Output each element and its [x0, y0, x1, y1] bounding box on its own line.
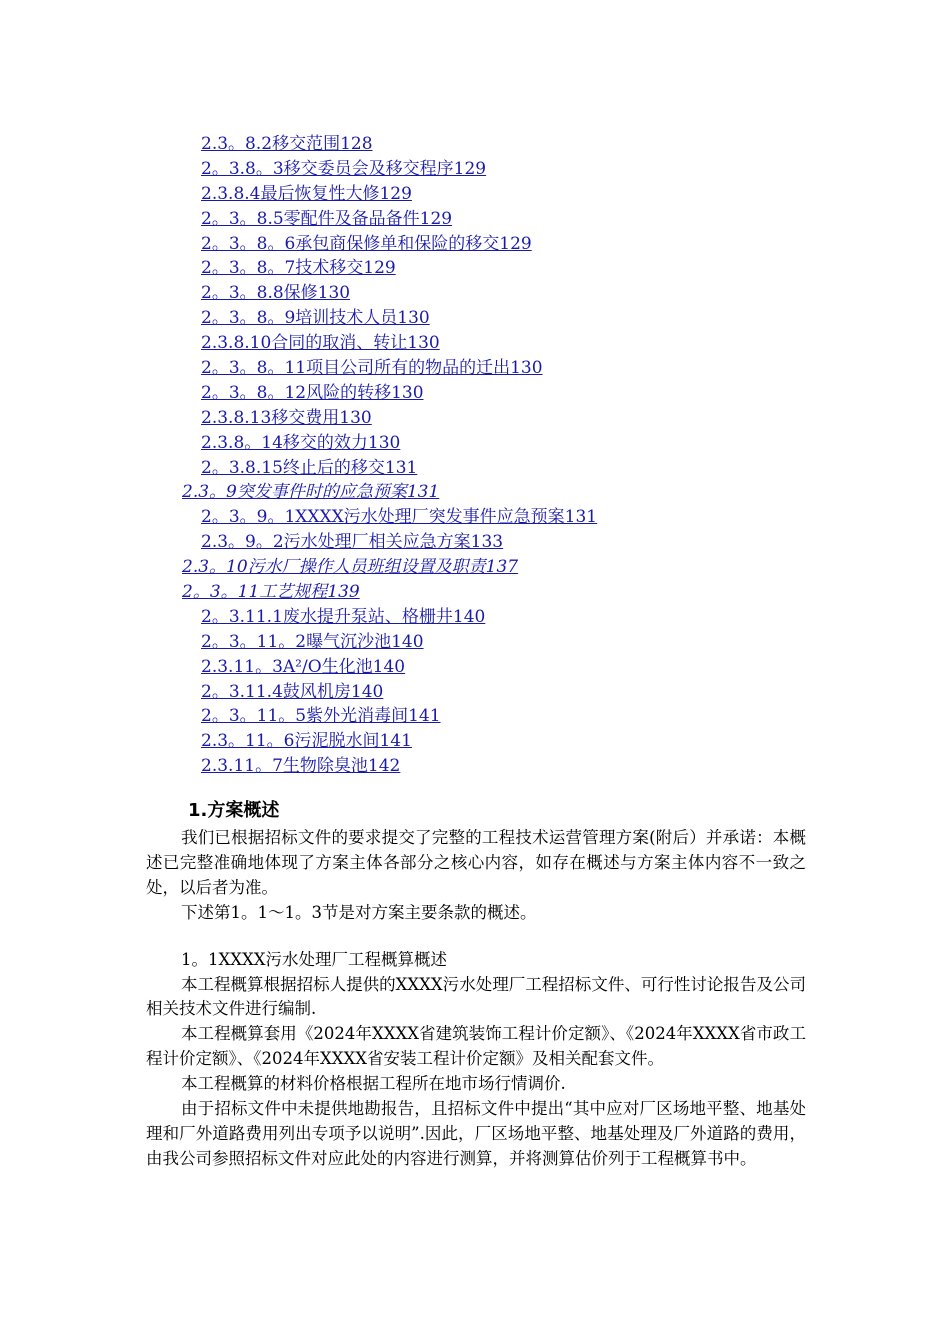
toc-link[interactable]: 2。3。8。12风险的转移130	[201, 382, 424, 403]
toc-link[interactable]: 2。3。11。5紫外光消毒间141	[201, 706, 441, 727]
toc-link[interactable]: 2。3。8。9培训技术人员130	[201, 308, 430, 329]
toc-link[interactable]: 2.3.8.13移交费用130	[201, 407, 372, 428]
body-paragraph-5: 本工程概算的材料价格根据工程所在地市场行情调价.	[181, 1074, 566, 1094]
body-paragraph-3: 本工程概算根据招标人提供的XXXX污水处理厂工程招标文件、可行性讨论报告及公司相关技术文件进行编制.	[146, 974, 806, 1019]
toc-link[interactable]: 2.3。8.2移交范围128	[201, 134, 373, 154]
toc-link[interactable]: 2。3.8。3移交委员会及移交程序129	[201, 158, 487, 179]
body-paragraph-6: 由于招标文件中未提供地勘报告，且招标文件中提出“其中应对厂区场地平整、地基处理和厂外道路费用列出专项予以说明”.因此，厂区场地平整、地基处理及厂外道路的费用，由我公司参照招标文件对应此处的内容进行测算，并将测算估价列于工程概算书中。	[146, 1099, 806, 1168]
overview-section	[146, 798, 806, 1172]
toc-link[interactable]: 2。3。11工艺规程139	[182, 582, 360, 603]
body-paragraph-4: 本工程概算套用《2024年XXXX省建筑装饰工程计价定额》、《2024年XXXX省市政工程计价定额》、《2024年XXXX省安装工程计价定额》及相关配套文件。	[146, 1024, 806, 1069]
body-paragraph-2: 下述第1。1～1。3节是对方案主要条款的概述。	[181, 902, 537, 922]
toc-link[interactable]: 2.3。9。2污水处理厂相关应急方案133	[201, 532, 504, 553]
section-heading: 1.方案概述	[188, 800, 280, 821]
toc-link[interactable]: 2.3。11。6污泥脱水间141	[201, 731, 412, 752]
toc-link[interactable]: 2.3.8。14移交的效力130	[201, 432, 401, 453]
body-paragraph-1: 我们已根据招标文件的要求提交了完整的工程技术运营管理方案(附后）并承诺：本概述已完整准确地体现了方案主体各部分之核心内容，如存在概述与方案主体内容不一致之处，以后者为准。	[146, 828, 806, 897]
toc-link[interactable]: 2。3。11。2曝气沉沙池140	[201, 631, 424, 652]
toc-link[interactable]: 2。3.11.1废水提升泵站、格栅井140	[201, 606, 486, 627]
paragraph-gap	[146, 926, 806, 948]
toc-link[interactable]: 2。3。8。7技术移交129	[201, 258, 396, 279]
toc-link[interactable]: 2。3。8。11项目公司所有的物品的迁出130	[201, 358, 543, 379]
toc-link[interactable]: 2。3。8.8保修130	[201, 283, 351, 304]
toc-link[interactable]: 2.3.8.4最后恢复性大修129	[201, 183, 412, 204]
toc-link[interactable]: 2。3.8.15终止后的移交131	[201, 457, 418, 478]
toc-link[interactable]: 2。3.11.4鼓风机房140	[201, 681, 384, 702]
toc-link[interactable]: 2.3。10污水厂操作人员班组设置及职责137	[182, 557, 519, 578]
toc-link[interactable]: 2。3。8。6承包商保修单和保险的移交129	[201, 233, 532, 254]
toc-link[interactable]: 2。3。9。1XXXX污水处理厂突发事件应急预案131	[201, 507, 598, 528]
subsection-heading: 1。1XXXX污水处理厂工程概算概述	[181, 949, 447, 969]
toc-link[interactable]: 2.3.8.10合同的取消、转让130	[201, 333, 440, 354]
toc-link[interactable]: 2.3.11。7生物除臭池142	[201, 756, 401, 777]
toc-link[interactable]: 2。3。8.5零配件及备品备件129	[201, 208, 453, 229]
toc-link[interactable]: 2.3.11。3A²/O生化池140	[201, 656, 406, 677]
table-of-contents	[0, 132, 950, 779]
toc-link[interactable]: 2.3。9突发事件时的应急预案131	[182, 482, 440, 503]
